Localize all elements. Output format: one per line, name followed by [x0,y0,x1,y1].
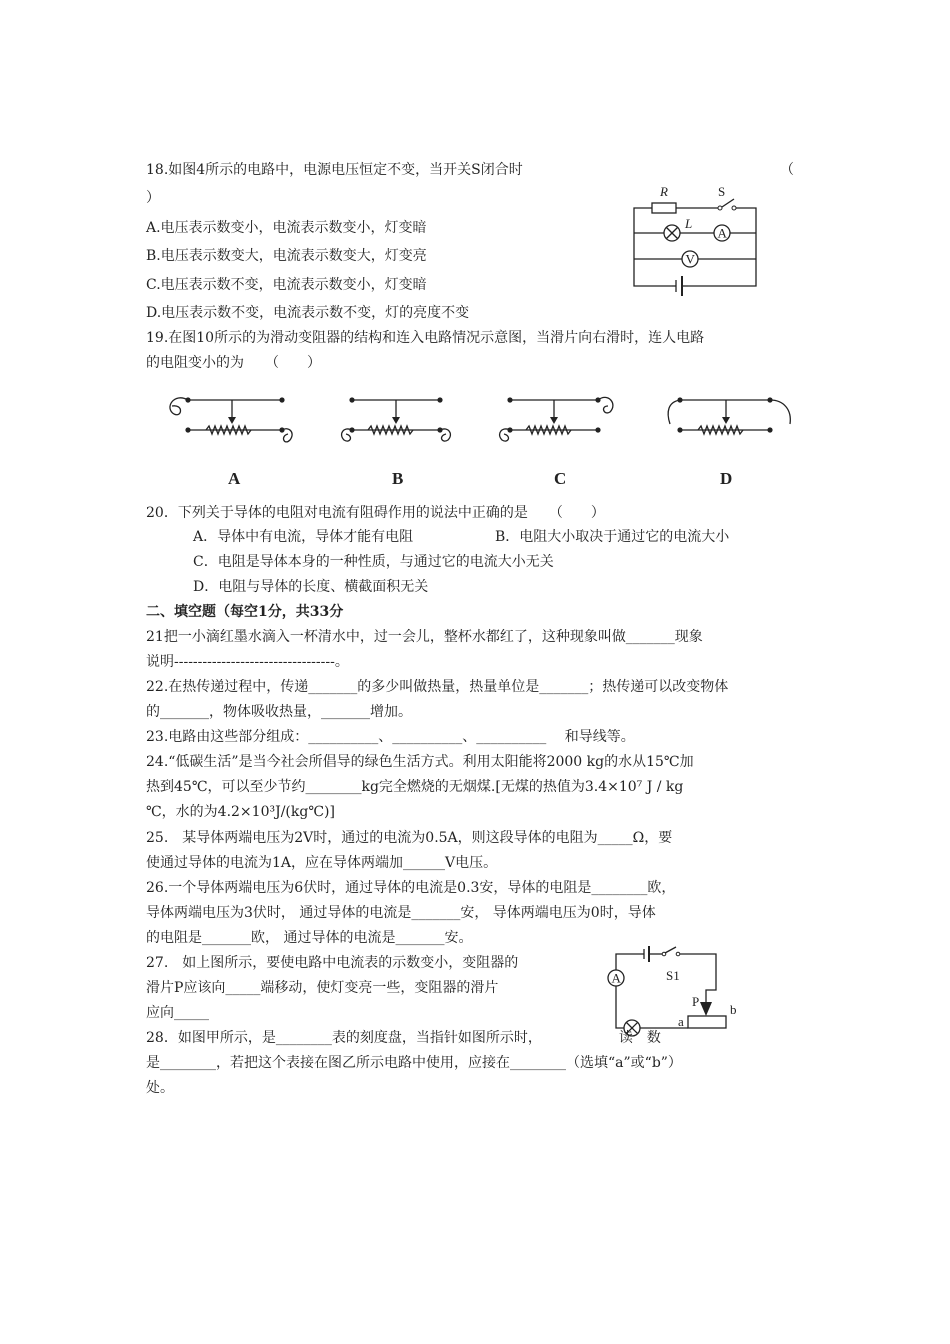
q20-option-d: D．电阻与导体的长度、横截面积无关 [193,579,429,595]
q24-line3: ℃，水的为4.2×10³J/(kg℃)] [146,804,335,820]
rheostat-label-c: C [554,469,567,488]
label-ammeter-27: A [611,970,621,986]
q25-line1: 25. 某导体两端电压为2V时，通过的电流为0.5A，则这段导体的电阻为_____Ω，要 [146,830,673,846]
q22-line1: 22.在热传递过程中，传递_______的多少叫做热量，热量单位是_______；热传递可以改变物体 [146,679,729,695]
label-ammeter: A [717,225,727,241]
q23-line1: 23.电路由这些部分组成：__________、__________、__________ 和导线等。 [146,729,635,745]
q25-line2: 使通过导体的电流为1A，应在导体两端加______V电压。 [146,855,498,871]
q21-line1: 21把一小滴红墨水滴入一杯清水中，过一会儿，整杯水都红了，这种现象叫做_______现象 [146,629,703,645]
rheostat-d-diagram [660,384,800,454]
q28-line1: 28．如图甲所示，是________表的刻度盘，当指针如图所示时， 读 数 [146,1030,661,1046]
q27-line1: 27. 如上图所示，要使电路中电流表的示数变小，变阻器的 [146,955,519,971]
rheostat-label-a: A [228,469,241,488]
label-l: L [685,216,693,231]
label-p: P [692,994,700,1009]
switch-s1 [665,947,676,953]
rheostat-icon [688,1016,726,1028]
q19-line1: 19.在图10所示的为滑动变阻器的结构和连入电路情况示意图，当滑片向右滑时，连人电路 [146,330,705,346]
q18-circuit-diagram [630,180,765,300]
q24-line1: 24.“低碳生活”是当今社会所倡导的绿色生活方式。利用太阳能将2000 kg的水从15℃加 [146,754,694,770]
rheostat-b-diagram [330,384,470,454]
label-s1: S1 [666,968,680,983]
slider-p-arrow [700,1002,712,1016]
q22-line2: 的_______，物体吸收热量，_______增加。 [146,704,412,720]
label-a: a [678,1014,684,1029]
q20-option-b: B．电阻大小取决于通过它的电流大小 [495,529,730,545]
rheostat-label-d: D [720,469,733,488]
q20-stem: 20．下列关于导体的电阻对电流有阻碍作用的说法中正确的是 （ ） [146,505,605,521]
q27-line3: 应向_____ [146,1005,209,1021]
rheostat-c-diagram [490,384,630,454]
rheostat-label-b: B [392,469,404,488]
resistor-r [652,203,676,213]
q18-paren-left: （ [780,162,794,178]
q28-line2: 是________，若把这个表接在图乙所示电路中使用，应接在________（选填“a”或“b”） [146,1055,682,1071]
q27-line2: 滑片P应该向_____端移动，使灯变亮一些，变阻器的滑片 [146,980,499,996]
q18-option-c: C.电压表示数不变，电流表示数变小，灯变暗 [146,277,427,293]
rheostat-a-diagram [160,384,300,454]
q18-stem: 18.如图4所示的电路中，电源电压恒定不变，当开关S闭合时 [146,162,523,178]
q18-option-a: A.电压表示数变小，电流表示数变小，灯变暗 [146,220,427,236]
q18-option-d: D.电压表示数不变，电流表示数不变，灯的亮度不变 [146,305,470,321]
section-heading: 二、填空题（每空1分，共33分 [146,604,344,620]
q26-line2: 导体两端电压为3伏时， 通过导体的电流是_______安， 导体两端电压为0时，导体 [146,905,656,921]
q20-option-a: A．导体中有电流，导体才能有电阻 [193,529,414,545]
q21-line2: 说明----------------------------------。 [146,654,349,670]
q18-paren-right: ） [146,190,160,206]
q24-line2: 热到45℃，可以至少节约________kg完全燃烧的无烟煤.[无煤的热值为3.4×10⁷ J / kg [146,779,684,795]
q26-line3: 的电阻是_______欧， 通过导体的电流是_______安。 [146,930,473,946]
q19-line2: 的电阻变小的为 （ ） [146,355,321,371]
q26-line1: 26.一个导体两端电压为6伏时，通过导体的电流是0.3安，导体的电阻是________欧， [146,880,676,896]
switch-s [722,199,734,207]
label-b: b [730,1002,737,1017]
label-voltmeter: V [685,251,695,267]
q20-option-c: C．电阻是导体本身的一种性质，与通过它的电流大小无关 [193,554,554,570]
q28-line3: 处。 [146,1080,174,1096]
label-s: S [718,184,726,199]
q18-option-b: B.电压表示数变大，电流表示数变大，灯变亮 [146,248,427,264]
label-r: R [660,184,668,199]
